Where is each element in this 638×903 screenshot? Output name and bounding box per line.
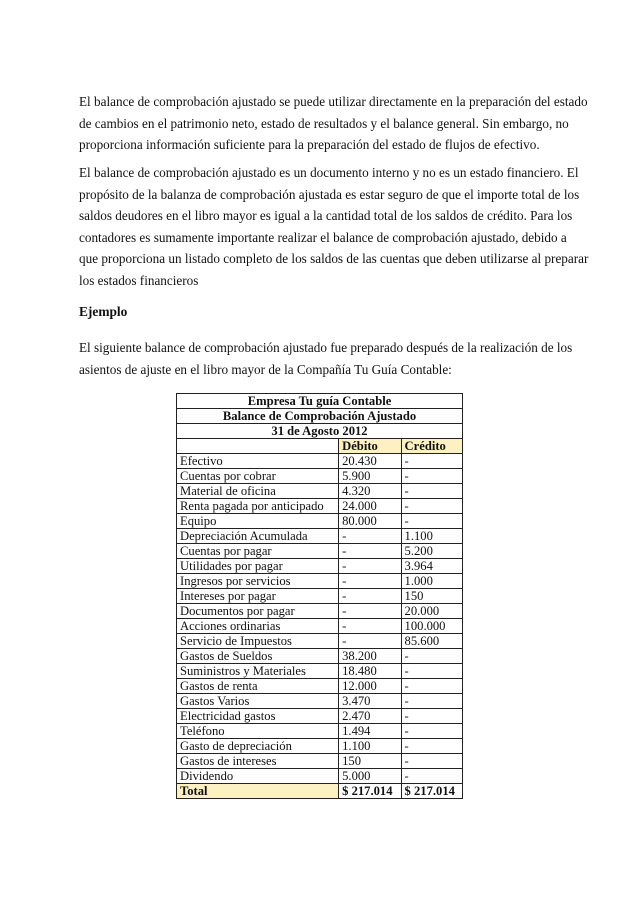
credit-cell: 3.964 — [401, 559, 462, 574]
total-debit: $ 217.014 — [339, 784, 401, 799]
credit-cell: - — [401, 724, 462, 739]
table-row — [177, 709, 463, 724]
table-row — [177, 559, 463, 574]
credit-cell: - — [401, 649, 462, 664]
credit-cell: - — [401, 514, 462, 529]
debit-cell: 2.470 — [339, 709, 401, 724]
paragraph-line: los estados financieros — [79, 272, 199, 288]
credit-cell: - — [401, 454, 462, 469]
account-cell: Material de oficina — [177, 484, 339, 499]
table-row — [177, 754, 463, 769]
account-cell: Intereses por pagar — [177, 589, 339, 604]
paragraph-line: propósito de la balanza de comprobación ajustada es estar seguro de que el importe total de los — [79, 186, 580, 202]
debit-cell: 5.900 — [339, 469, 401, 484]
credit-cell: 5.200 — [401, 544, 462, 559]
paragraph-line: El siguiente balance de comprobación ajustado fue preparado después de la realización de los — [79, 340, 573, 355]
debit-cell: 12.000 — [339, 679, 401, 694]
table-company: Empresa Tu guía Contable — [177, 394, 463, 409]
debit-cell: 3.470 — [339, 694, 401, 709]
table-row — [177, 619, 463, 634]
debit-cell: 38.200 — [339, 649, 401, 664]
account-cell: Equipo — [177, 514, 339, 529]
table-row — [177, 664, 463, 679]
table-row — [177, 649, 463, 664]
paragraph-example — [79, 337, 573, 380]
account-cell: Cuentas por pagar — [177, 544, 339, 559]
paragraph-line: El balance de comprobación ajustado se puede utilizar directamente en la preparación del estado — [79, 94, 588, 109]
debit-cell: 1.494 — [339, 724, 401, 739]
paragraph-line: El balance de comprobación ajustado es un documento interno y no es un estado financiero. El — [79, 165, 579, 180]
trial-balance-table — [176, 393, 463, 799]
total-label: Total — [177, 784, 339, 799]
account-cell: Documentos por pagar — [177, 604, 339, 619]
section-heading: Ejemplo — [79, 304, 128, 319]
account-cell: Gasto de depreciación — [177, 739, 339, 754]
debit-cell: 4.320 — [339, 484, 401, 499]
account-cell: Gastos de Sueldos — [177, 649, 339, 664]
table-row — [177, 724, 463, 739]
account-cell: Dividendo — [177, 769, 339, 784]
table-row — [177, 499, 463, 514]
credit-cell: 85.600 — [401, 634, 462, 649]
credit-cell: - — [401, 754, 462, 769]
paragraph-line: que proporciona un listado completo de los saldos de las cuentas que deben utilizarse al preparar — [79, 251, 589, 267]
table-row — [177, 589, 463, 604]
account-cell: Efectivo — [177, 454, 339, 469]
table-row — [177, 694, 463, 709]
debit-cell: - — [339, 559, 401, 574]
paragraph-intro — [79, 91, 588, 156]
account-cell: Gastos de intereses — [177, 754, 339, 769]
table-header-row — [177, 394, 463, 409]
table-title: Balance de Comprobación Ajustado — [177, 409, 463, 424]
credit-cell: - — [401, 694, 462, 709]
table-row — [177, 529, 463, 544]
paragraph-line: saldos deudores en el libro mayor es igual a la cantidad total de los saldos de crédito. Para los — [79, 208, 573, 224]
credit-cell: 1.000 — [401, 574, 462, 589]
account-cell: Suministros y Materiales — [177, 664, 339, 679]
debit-cell: 24.000 — [339, 499, 401, 514]
table-row — [177, 769, 463, 784]
debit-cell: - — [339, 604, 401, 619]
credit-cell: - — [401, 769, 462, 784]
account-cell: Electricidad gastos — [177, 709, 339, 724]
debit-cell: 80.000 — [339, 514, 401, 529]
debit-cell: 20.430 — [339, 454, 401, 469]
debit-cell: - — [339, 589, 401, 604]
credit-cell: - — [401, 709, 462, 724]
table-row — [177, 514, 463, 529]
table-row — [177, 574, 463, 589]
column-header-account — [177, 439, 339, 454]
debit-cell: 5.000 — [339, 769, 401, 784]
debit-cell: - — [339, 634, 401, 649]
column-header-credit: Crédito — [401, 439, 462, 454]
credit-cell: - — [401, 739, 462, 754]
table-header-row — [177, 424, 463, 439]
account-cell: Servicio de Impuestos — [177, 634, 339, 649]
table-header-row — [177, 409, 463, 424]
account-cell: Teléfono — [177, 724, 339, 739]
paragraph-line: asientos de ajuste en el libro mayor de la Compañía Tu Guía Contable: — [79, 361, 452, 377]
account-cell: Cuentas por cobrar — [177, 469, 339, 484]
credit-cell: 20.000 — [401, 604, 462, 619]
credit-cell: - — [401, 664, 462, 679]
account-cell: Renta pagada por anticipado — [177, 499, 339, 514]
debit-cell: 150 — [339, 754, 401, 769]
table-row — [177, 454, 463, 469]
table-date: 31 de Agosto 2012 — [177, 424, 463, 439]
debit-cell: - — [339, 574, 401, 589]
table-row — [177, 634, 463, 649]
account-cell: Gastos Varios — [177, 694, 339, 709]
column-header-debit: Débito — [339, 439, 401, 454]
credit-cell: 100.000 — [401, 619, 462, 634]
debit-cell: - — [339, 544, 401, 559]
account-cell: Depreciación Acumulada — [177, 529, 339, 544]
account-cell: Acciones ordinarias — [177, 619, 339, 634]
account-cell: Gastos de renta — [177, 679, 339, 694]
paragraph-line: proporciona información suficiente para la preparación del estado de flujos de efectivo. — [79, 137, 540, 153]
debit-cell: 1.100 — [339, 739, 401, 754]
table-row — [177, 544, 463, 559]
credit-cell: - — [401, 469, 462, 484]
credit-cell: - — [401, 484, 462, 499]
paragraph-line: de cambios en el patrimonio neto, estado de resultados y el balance general. Sin embargo, no — [79, 115, 569, 131]
table-column-header-row — [177, 439, 463, 454]
table-row — [177, 604, 463, 619]
credit-cell: 150 — [401, 589, 462, 604]
table-row — [177, 739, 463, 754]
paragraph-purpose — [79, 162, 589, 292]
debit-cell: 18.480 — [339, 664, 401, 679]
debit-cell: - — [339, 529, 401, 544]
credit-cell: - — [401, 499, 462, 514]
debit-cell: - — [339, 619, 401, 634]
total-credit: $ 217.014 — [401, 784, 462, 799]
table-row — [177, 484, 463, 499]
account-cell: Ingresos por servicios — [177, 574, 339, 589]
credit-cell: - — [401, 679, 462, 694]
account-cell: Utilidades por pagar — [177, 559, 339, 574]
paragraph-line: contadores es sumamente importante realizar el balance de comprobación ajustado, debido a — [79, 229, 567, 245]
credit-cell: 1.100 — [401, 529, 462, 544]
table-total-row — [177, 784, 463, 799]
table-row — [177, 679, 463, 694]
table-row — [177, 469, 463, 484]
